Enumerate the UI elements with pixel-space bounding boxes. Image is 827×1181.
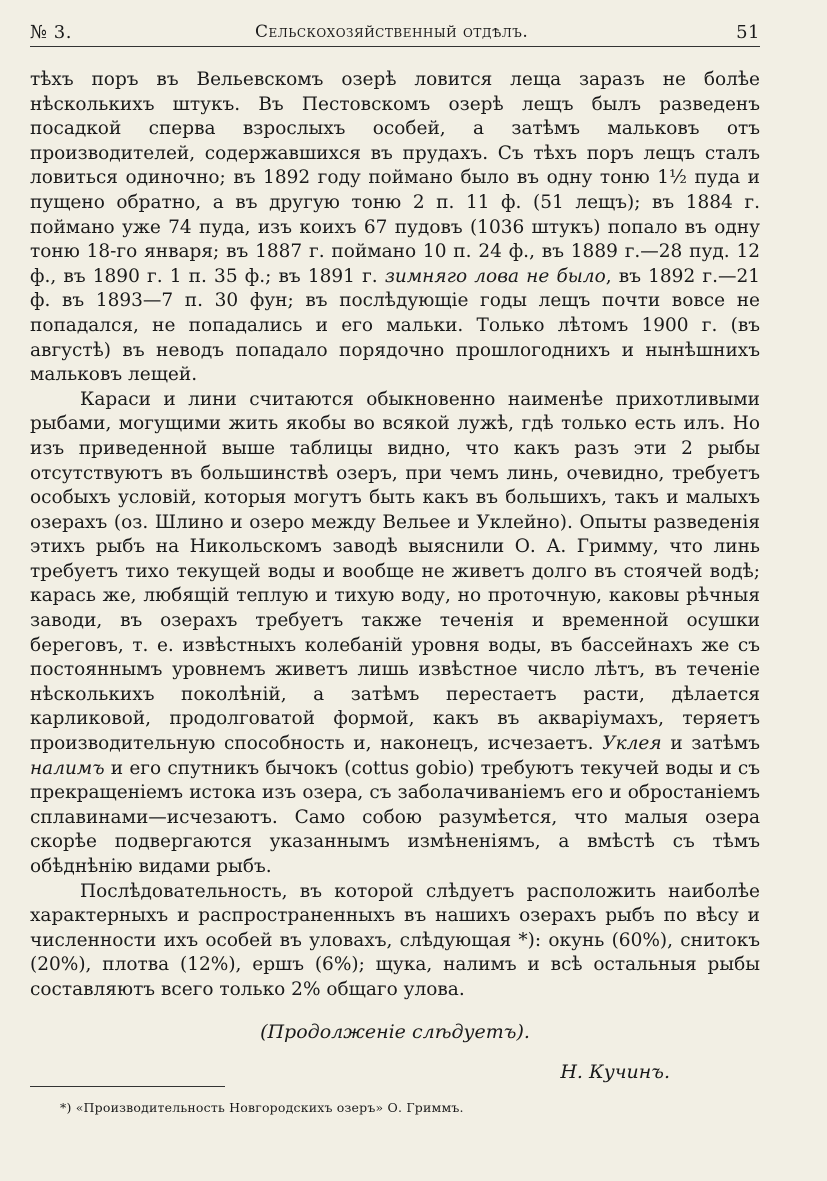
paragraph [30, 880, 760, 1003]
text-run: и его спутникъ бычокъ (cottus gobio) требуютъ текучей воды и съ прекращеніемъ истока изъ озера, съ заболачиваніемъ его и обростаніемъ сплавинами—исчезаютъ. Само собою разумѣется, что малыя озера скорѣе подвергаются указаннымъ измѣненіямъ, а вмѣстѣ съ тѣмъ обѣднѣнію видами рыбъ. [30, 757, 760, 877]
text-run: тѣхъ поръ въ Вельевскомъ озерѣ ловится леща заразъ не болѣе нѣсколькихъ штукъ. Въ Пестовскомъ озерѣ лещъ былъ разведенъ посадкой сперва взрослыхъ особей, а затѣмъ мальковъ отъ производителей, содержавшихся въ прудахъ. Съ тѣхъ поръ лещъ сталъ ловиться одиночно; въ 1892 году поймано было въ одну тоню 1½ пуда и пущено обратно, а въ другую тоню 2 п. 11 ф. (51 лещъ); въ 1884 г. поймано уже 74 пуда, изъ коихъ 67 пудовъ (1036 штукъ) попало въ одну тоню 18-го января; въ 1887 г. поймано 10 п. 24 ф., въ 1889 г.—28 пуд. 12 ф., въ 1890 г. 1 п. 35 ф.; въ 1891 г. [30, 69, 760, 287]
page-number: 51 [736, 22, 760, 43]
continued-note: (Продолженіе слѣдуетъ). [260, 1021, 530, 1043]
text-run: и затѣмъ [661, 733, 760, 755]
paragraph [30, 388, 760, 880]
paragraph [30, 68, 760, 388]
italic-phrase: налимъ [30, 757, 105, 779]
text-run: Послѣдовательность, въ которой слѣдуетъ расположить наиболѣе характерныхъ и распространенныхъ въ нашихъ озерахъ рыбъ по вѣсу и численности ихъ особей въ уловахъ, слѣдующая *): окунь (60%), снитокъ (20%), плотва (12%), ершъ (6%); щука, налимъ и всѣ остальныя рыбы составляютъ всего только 2% общаго улова. [30, 880, 760, 1000]
running-header [30, 18, 760, 48]
section-title: Сельскохозяйственный отдѣлъ. [255, 22, 529, 42]
text-run: Караси и лини считаются обыкновенно наименѣе прихотливыми рыбами, могущими жить якобы во всякой лужѣ, гдѣ только есть илъ. Но изъ приведенной выше таблицы видно, что какъ разъ эти 2 рыбы отсутствуютъ въ большинствѣ озеръ, при чемъ линь, очевидно, требуетъ особыхъ условій, которыя могутъ быть какъ въ большихъ, такъ и малыхъ озерахъ (оз. Шлино и озеро между Вельее и Уклейно). Опыты разведенія этихъ рыбъ на Никольскомъ заводѣ выяснили О. А. Гримму, что линь требуетъ тихо текущей воды и вообще не живетъ долго въ стоячей водѣ; карась же, любящій теплую и тихую воду, но проточную, каковы рѣчныя заводи, въ озерахъ требуетъ также теченія и временной осушки береговъ, т. е. извѣстныхъ колебаній уровня воды, въ бассейнахъ же съ постояннымъ уровнемъ живетъ лишь извѣстное число лѣтъ, въ теченіе нѣсколькихъ поколѣній, а затѣмъ перестаетъ расти, дѣлается карликовой, продолговатой формой, какъ въ акваріумахъ, теряетъ производительную способность и, наконецъ, исчезаетъ. [30, 388, 760, 755]
author-signature: Н. Кучинъ. [560, 1061, 670, 1083]
footnote: *) «Производительность Новгородскихъ озеръ» О. Гриммъ. [60, 1100, 464, 1115]
text-run: , въ 1892 г.—21 ф. въ 1893—7 п. 30 фун; въ послѣдующіе годы лещъ почти вовсе не попадался, не попадались и его мальки. Только лѣтомъ 1900 г. (въ августѣ) въ неводъ попадало порядочно прошлогоднихъ и нынѣшнихъ мальковъ лещей. [30, 265, 760, 386]
issue-number: № 3. [30, 22, 72, 43]
footnote-rule [30, 1086, 225, 1087]
page [30, 18, 760, 1158]
article-body [30, 68, 760, 1003]
italic-phrase: Уклея [602, 733, 662, 755]
italic-phrase: зимняго лова не было [384, 265, 606, 287]
header-rule [30, 46, 760, 47]
